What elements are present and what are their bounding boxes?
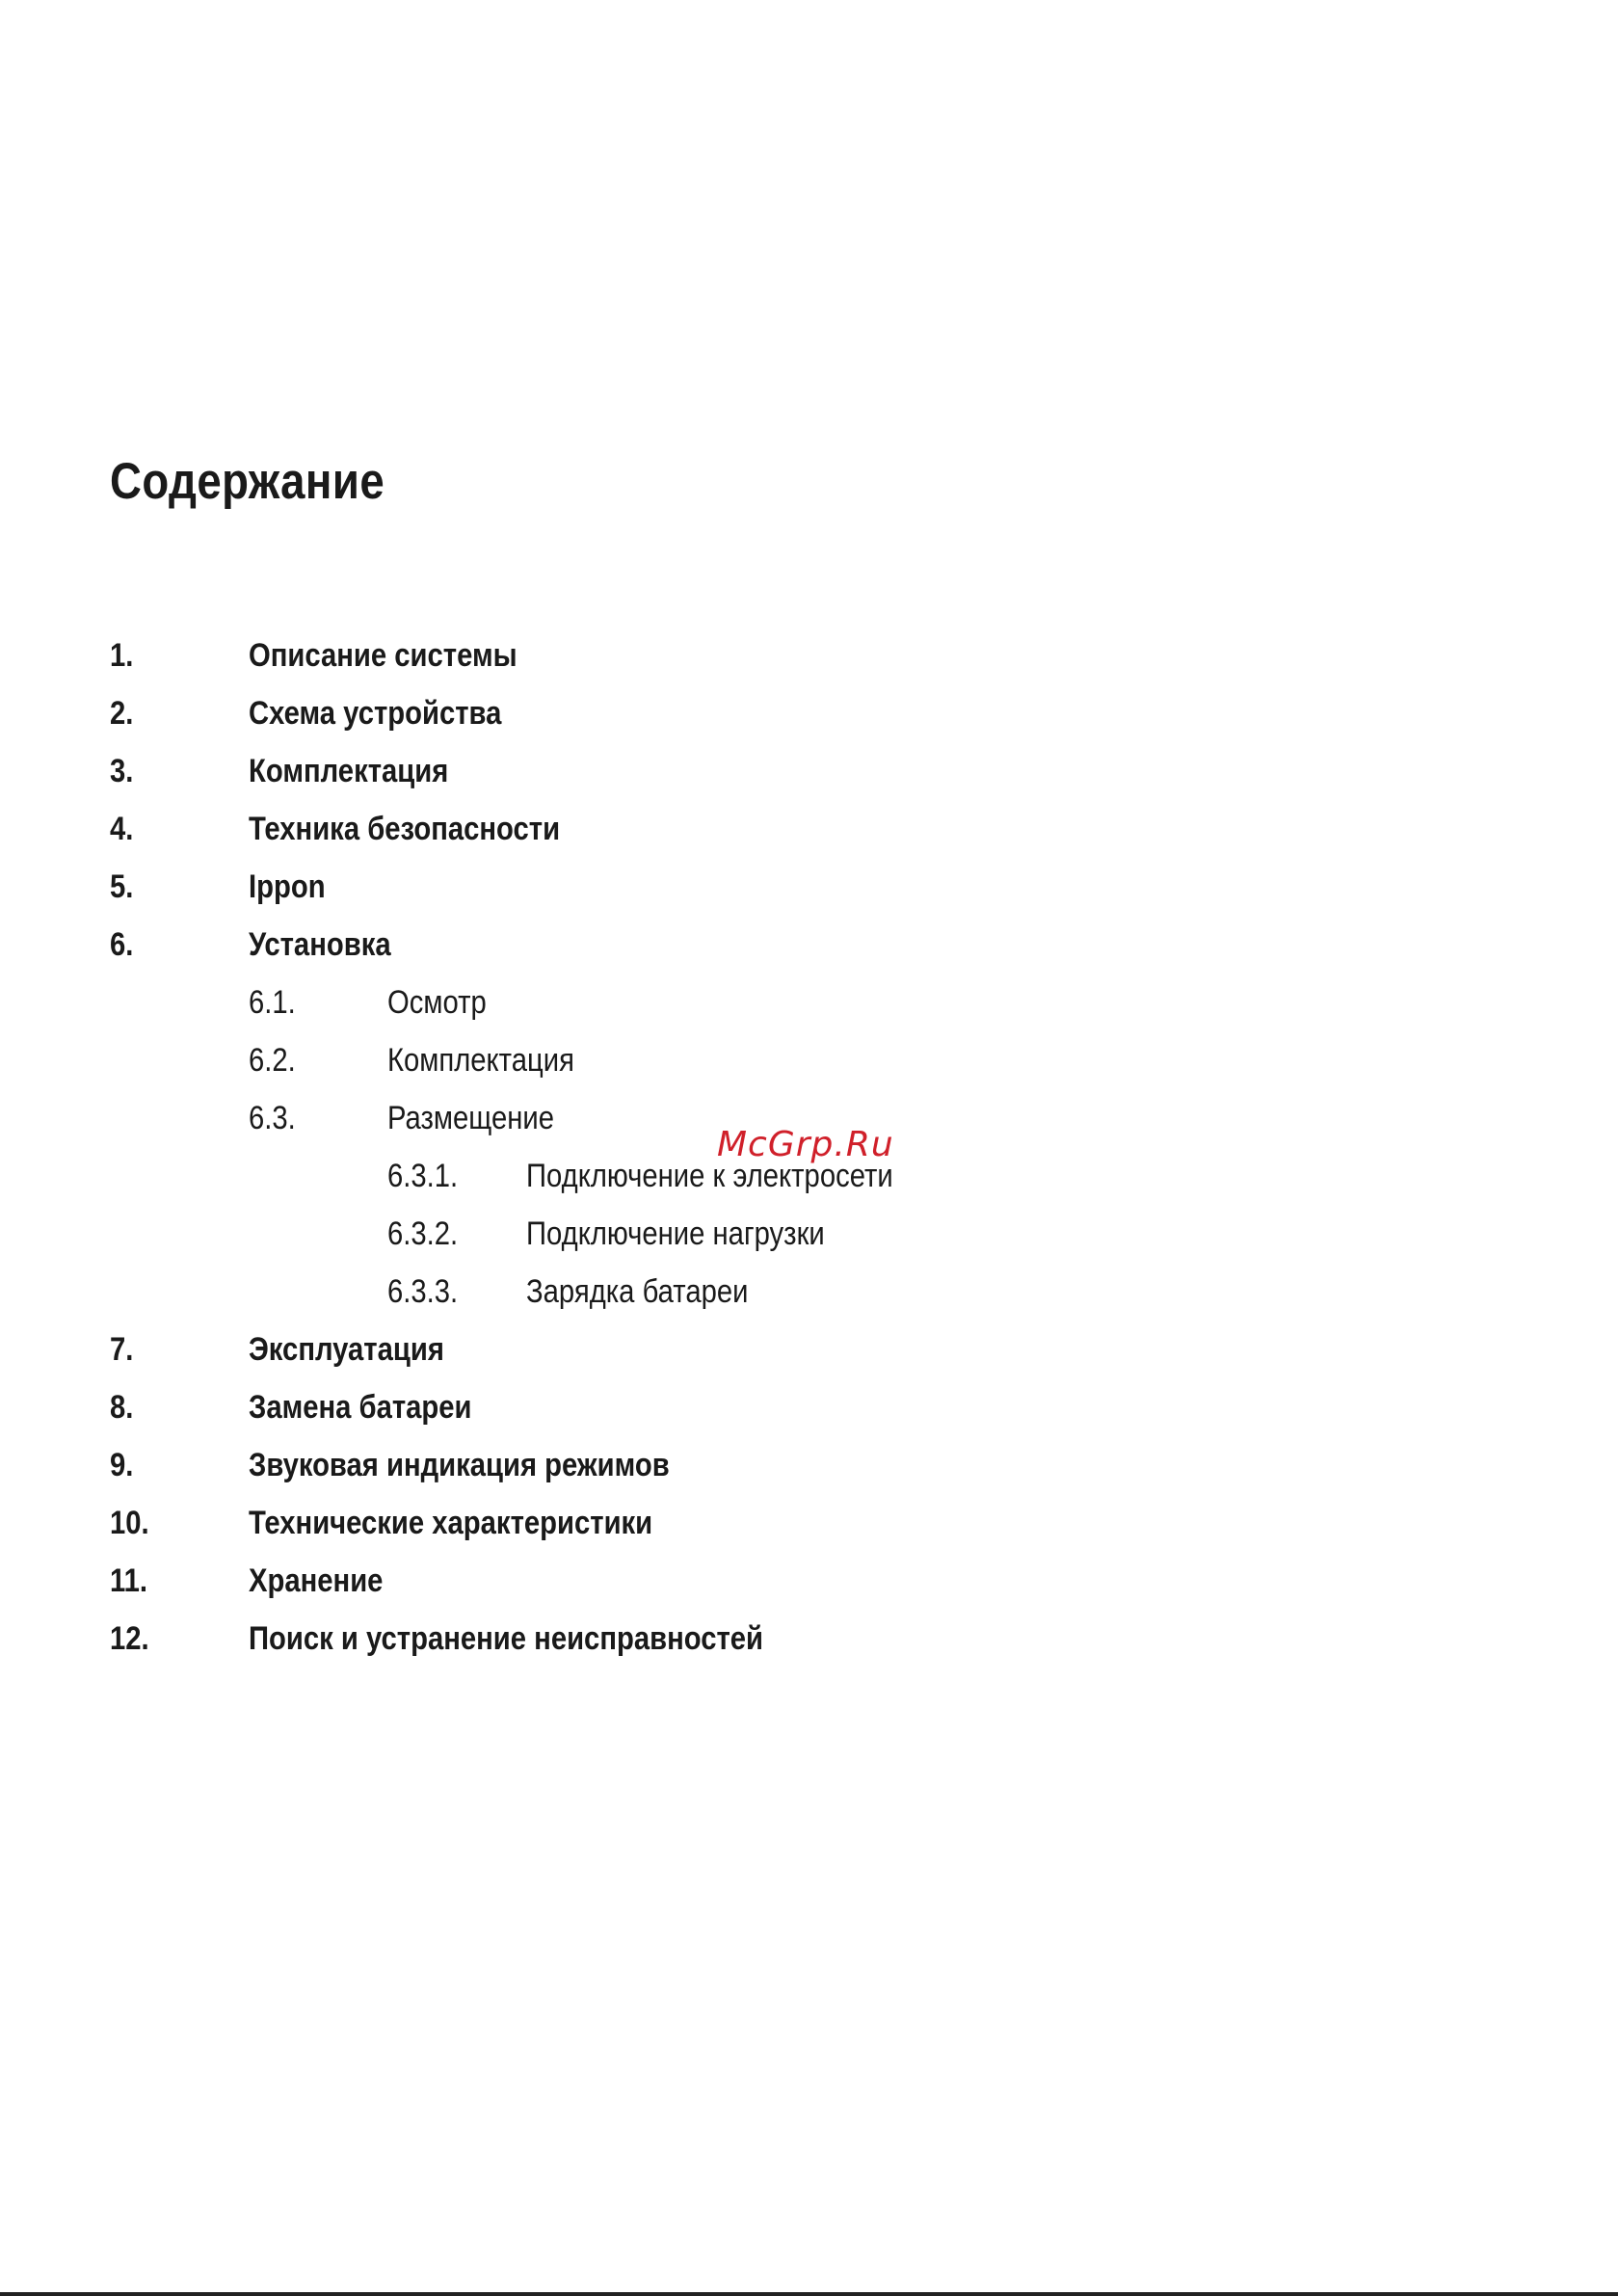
toc-number: 6.2. — [249, 1042, 296, 1079]
toc-number: 3. — [110, 753, 134, 789]
toc-label: Зарядка батареи — [526, 1273, 749, 1310]
toc-label: Замена батареи — [249, 1389, 472, 1426]
toc-item-9[interactable] — [0, 1436, 1618, 1494]
toc-label: Комплектация — [249, 753, 449, 789]
toc-item-1[interactable] — [0, 627, 1618, 684]
toc-item-12[interactable] — [0, 1610, 1618, 1668]
toc-number: 1. — [110, 637, 134, 674]
toc-label: Хранение — [249, 1562, 384, 1599]
toc-label: Звуковая индикация режимов — [249, 1447, 670, 1483]
toc-label: Комплектация — [387, 1042, 574, 1079]
toc-label: Подключение к электросети — [526, 1158, 893, 1194]
toc-item-6-2[interactable] — [0, 1031, 1618, 1089]
toc-item-3[interactable] — [0, 742, 1618, 800]
toc-number: 12. — [110, 1620, 149, 1657]
toc-item-6-3-2[interactable] — [0, 1205, 1618, 1263]
toc-item-6-3-3[interactable] — [0, 1263, 1618, 1321]
toc-number: 6.1. — [249, 984, 296, 1021]
toc-number: 5. — [110, 868, 134, 905]
toc-label: Установка — [249, 926, 391, 963]
toc-label: Подключение нагрузки — [526, 1215, 825, 1252]
toc-number: 2. — [110, 695, 134, 732]
toc-item-5[interactable] — [0, 858, 1618, 916]
toc-label: Эксплуатация — [249, 1331, 444, 1368]
toc-item-6-1[interactable] — [0, 974, 1618, 1031]
toc-number: 6.3.3. — [387, 1273, 459, 1310]
toc-number: 6.3. — [249, 1100, 296, 1136]
toc-item-7[interactable] — [0, 1321, 1618, 1378]
toc-item-4[interactable] — [0, 800, 1618, 858]
toc-item-2[interactable] — [0, 684, 1618, 742]
bottom-divider — [0, 2292, 1618, 2296]
toc-label: Технические характеристики — [249, 1505, 653, 1541]
toc-number: 6.3.2. — [387, 1215, 459, 1252]
toc-label: Схема устройства — [249, 695, 502, 732]
page-title: Содержание — [110, 453, 385, 510]
toc-number: 8. — [110, 1389, 134, 1426]
toc-number: 10. — [110, 1505, 149, 1541]
toc-label: Ippon — [249, 868, 326, 905]
toc-item-8[interactable] — [0, 1378, 1618, 1436]
toc-label: Размещение — [387, 1100, 554, 1136]
toc-label: Техника безопасности — [249, 811, 561, 847]
toc-label: Осмотр — [387, 984, 487, 1021]
watermark: McGrp.Ru — [717, 1125, 894, 1164]
toc-number: 6.3.1. — [387, 1158, 459, 1194]
toc-label: Поиск и устранение неисправностей — [249, 1620, 764, 1657]
toc-label: Описание системы — [249, 637, 517, 674]
toc-item-11[interactable] — [0, 1552, 1618, 1610]
toc-number: 11. — [110, 1562, 148, 1599]
toc-item-10[interactable] — [0, 1494, 1618, 1552]
toc-number: 7. — [110, 1331, 134, 1368]
toc-number: 4. — [110, 811, 134, 847]
toc-number: 6. — [110, 926, 134, 963]
toc-number: 9. — [110, 1447, 134, 1483]
toc-item-6[interactable] — [0, 916, 1618, 974]
